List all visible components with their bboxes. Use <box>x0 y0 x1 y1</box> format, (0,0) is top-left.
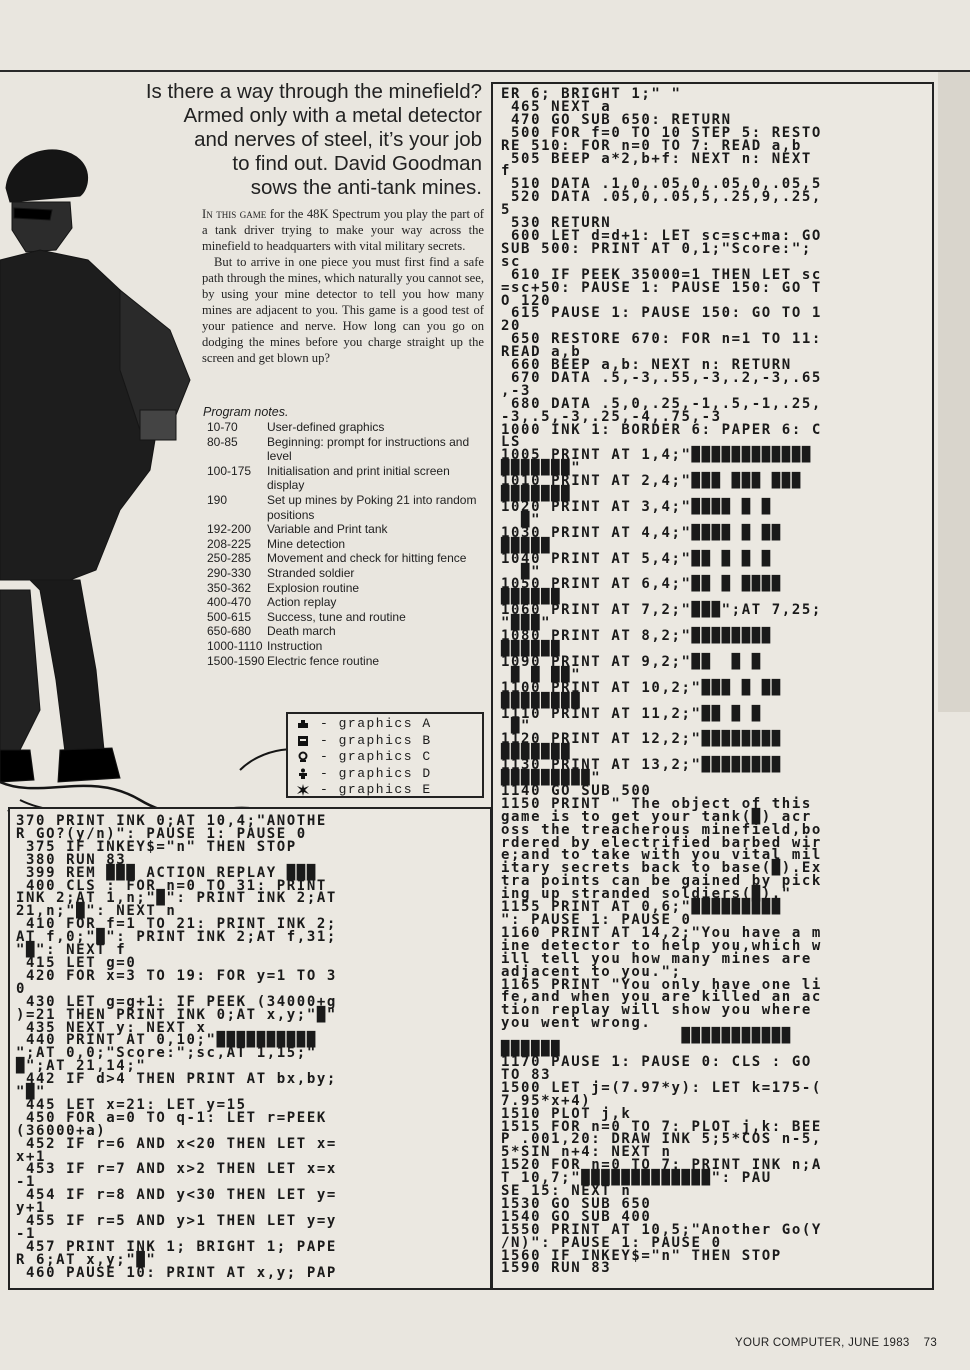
note-row <box>207 551 489 566</box>
note-range: 350-362 <box>207 580 252 595</box>
program-notes-list <box>207 420 489 668</box>
page-number: 73 <box>923 1337 938 1349</box>
program-listing-left <box>8 807 492 1290</box>
note-range: 1000-1110 <box>207 638 263 653</box>
graphics-key-label: - graphics B <box>320 732 432 748</box>
note-row <box>207 654 489 669</box>
note-desc: Movement and check for hitting fence <box>267 551 467 566</box>
magazine-issue: YOUR COMPUTER, JUNE 1983 <box>735 1337 910 1349</box>
note-row <box>207 624 489 639</box>
basic-listing-text: ER 6; BRIGHT 1;" " 465 NEXT a 470 GO SUB 650: RETURN 500 FOR f=0 TO 10 STEP 5: RESTO RE 510: FOR n=0 TO 7: READ a,b 505 BEEP a*2,b+f: NEXT n: NEXT f 510 DATA .1,0,.05,0,.05,0,.05,5 520 DATA .05,0,.05,5,.25,9,.25, 5 530 RETURN 600 LET d=d+1: LET sc=sc+ma: GO SUB 500: PRINT AT 0,1;"Score:"; sc 610 IF PEEK 35000=1 THEN LET sc =sc+50: PAUSE 1: PAUSE 150: GO T O 120 615 PAUSE 1: PAUSE 150: GO TO 1 20 650 RESTORE 670: FOR n=1 TO 11: READ a,b 660 BEEP a,b: NEXT n: RETURN 670 DATA .5,-3,.55,-3,.2,-3,.65 ,-3 680 DATA .5,0,.25,-1,.5,-1,.25, -3,.5,-3,.25,-4,.75,-3 1000 INK 1: BORDER 6: PAPER 6: C LS 1005 PRINT AT 1,4;"████████████ ███████" 1010 PRINT AT 2,4;"███ ███ ███ ███████ 1020 PRINT AT 3,4;"████ █ █ █" 1030 PRINT AT 4,4;"████ █ ██ █████ 1040 PRINT AT 5,4;"██ █ █ █ █" 1050 PRINT AT 6,4;"██ █ ████ ██████ 1060 PRINT AT 7,2;"███";AT 7,25; "███" 1080 PRINT AT 8,2;"████████ ██████ 1090 PRINT AT 9,2;"██ █ █ █ █ ██" 1100 PRINT AT 10,2;"███ █ ██ ████████ 1110 PRINT AT 11,2;"██ █ █ █" 1120 PRINT AT 12,2;"████████ ███████ 1130 PRINT AT 13,2;"████████ █████████" 1140 GO SUB 500 1150 PRINT " The object of this game is to get your tank(█) acr oss the treacherous minefield,bo rdered by electrified barbed wir e;and to take with you vital mil itary secrets back to base(█).Ex tra points can be gained by pick ing up stranded soldiers(█)." 1155 PRINT AT 0,6;"█████████ ": PAUSE 1: PAUSE 0 1160 PRINT AT 14,2;"You have a m ine detector to help you,which w ill tell you how many mines are adjacent to you."; 1165 PRINT "You only have one li fe,and when you are killed an ac tion replay will show you where you went wrong. ███████████ ██████ 1170 PAUSE 1: PAUSE 0: CLS : GO TO 83 1500 LET j=(7.97*y): LET k=175-( 7.95*x+4) 1510 PLOT j,k 1515 FOR n=0 TO 7: PLOT j,k: BEE P .001,20: DRAW INK 5;5*COS n-5, 5*SIN n+4: NEXT n 1520 FOR n=0 TO 7: PRINT INK n;A T 10,7;"█████████████": PAU SE 15: NEXT n 1530 GO SUB 650 1540 GO SUB 400 1550 PRINT AT 10,5;"Another Go(Y /N)": PAUSE 1: PAUSE 0 1560 IF INKEY$="n" THEN STOP 1590 RUN 83 <box>501 86 822 1277</box>
note-range: 190 <box>207 492 228 507</box>
note-row <box>207 420 489 435</box>
note-range: 400-470 <box>207 595 252 610</box>
note-row <box>207 493 489 522</box>
graphics-key-row <box>288 782 482 799</box>
note-row <box>207 581 489 596</box>
standfirst-line: and nerves of steel, it’s your job <box>194 128 482 151</box>
standfirst <box>90 80 482 200</box>
page-footer <box>735 1337 937 1349</box>
note-desc: Instruction <box>267 638 323 653</box>
note-row <box>207 566 489 581</box>
standfirst-line: Is there a way through the minefield? <box>145 80 482 103</box>
note-range: 80-85 <box>207 434 238 449</box>
graphics-key-row <box>288 716 482 733</box>
note-desc: Death march <box>267 624 336 639</box>
paragraph-1 <box>202 206 484 254</box>
note-row <box>207 610 489 625</box>
graphics-key-label: - graphics E <box>320 782 432 797</box>
note-row <box>207 435 489 464</box>
paragraph-1-text: for the 48K Spectrum you play the part of a tank driver trying to make your way across the minefield to headquarters with vital military secrets. <box>202 207 485 253</box>
note-desc: Mine detection <box>267 536 346 551</box>
note-desc: Explosion routine <box>267 580 360 595</box>
note-row <box>207 639 489 654</box>
helmet <box>6 150 88 202</box>
note-range: 650-680 <box>207 624 252 639</box>
note-desc: Action replay <box>267 595 337 610</box>
note-desc: Electric fence routine <box>267 653 380 668</box>
graphics-key-label: - graphics A <box>320 716 432 731</box>
note-desc: Variable and Print tank <box>267 522 388 537</box>
note-range: 208-225 <box>207 536 252 551</box>
adjacent-page-edge <box>938 72 970 712</box>
graphics-key-row <box>288 766 482 783</box>
header-rule <box>0 70 970 72</box>
soldier-glyph-icon <box>296 768 310 780</box>
note-desc: User-defined graphics <box>267 420 385 434</box>
note-range: 500-615 <box>207 609 252 624</box>
boots <box>58 748 120 782</box>
explosion-glyph-icon <box>296 784 310 796</box>
standfirst-line: Armed only with a metal detector <box>183 104 482 127</box>
note-row <box>207 522 489 537</box>
graphics-key-label: - graphics C <box>320 749 432 764</box>
note-desc: Set up mines by Poking 21 into random positions <box>267 492 477 522</box>
graphics-key-label: - graphics D <box>320 765 432 781</box>
note-desc: Success, tune and routine <box>267 609 406 624</box>
tank-glyph-icon <box>296 718 310 730</box>
note-range: 10-70 <box>207 420 238 434</box>
note-range: 192-200 <box>207 522 252 537</box>
article-body <box>202 206 484 366</box>
goggles <box>14 208 52 220</box>
note-range: 250-285 <box>207 551 252 566</box>
block-glyph-icon <box>296 735 310 747</box>
note-desc: Beginning: prompt for instructions and level <box>267 434 470 464</box>
program-listing-right <box>491 82 934 1290</box>
mine-glyph-icon <box>296 751 310 763</box>
legs <box>30 580 104 760</box>
note-desc: Initialisation and print initial screen display <box>267 463 450 493</box>
note-row <box>207 537 489 552</box>
note-row <box>207 464 489 493</box>
program-notes-title: Program notes. <box>203 405 289 419</box>
lead-in: In this game <box>202 207 267 221</box>
standfirst-line: to find out. David Goodman <box>232 152 482 175</box>
standfirst-line: sows the anti-tank mines. <box>250 176 482 199</box>
note-row <box>207 595 489 610</box>
note-range: 290-330 <box>207 565 252 580</box>
note-range: 1500-1590 <box>207 653 265 668</box>
note-range: 100-175 <box>207 463 252 478</box>
graphics-key-row <box>288 749 482 766</box>
graphics-key-row <box>288 733 482 750</box>
note-desc: Stranded soldier <box>267 565 355 580</box>
basic-listing-text: 370 PRINT INK 0;AT 10,4;"ANOTHE R GO?(y/n)": PAUSE 1: PAUSE 0 375 IF INKEY$="n" THEN STOP 380 RUN 83 399 REM ███ ACTION REPLAY ███ 400 CLS : FOR n=0 TO 31: PRINT INK 2;AT 1,n;"█": PRINT INK 2;AT 21,n;"█": NEXT n 410 FOR f=1 TO 21: PRINT INK 2; AT f,0;"█": PRINT INK 2;AT f,31; "█": NEXT f 415 LET g=0 420 FOR x=3 TO 19: FOR y=1 TO 3 0 430 LET g=g+1: IF PEEK (34000+g )=21 THEN PRINT INK 0;AT x,y;"█" 435 NEXT y: NEXT x 440 PRINT AT 0,10;"██████████ ";AT 0,0;"Score:";sc,AT 1,15;" █";AT 21,14;" 442 IF d>4 THEN PRINT AT bx,by; "█" 445 LET x=21: LET y=15 450 FOR a=0 TO q-1: LET r=PEEK (36000+a) 452 IF r=6 AND x<20 THEN LET x= x+1 453 IF r=7 AND x>2 THEN LET x=x -1 454 IF r=8 AND y<30 THEN LET y= y+1 455 IF r=5 AND y>1 THEN LET y=y -1 457 PRINT INK 1; BRIGHT 1; PAPE R 6;AT x,y;"█" 460 PAUSE 10: PRINT AT x,y; PAP <box>16 813 337 1281</box>
paragraph-2: But to arrive in one piece you must first find a safe path through the mines, which naturally you cannot see, by using your mine detector to tell you how many mines are adjacent to you. This game is a good test of your patience and nerve. How long can you go on dodging the mines before you charge straight up the screen and get blown up? <box>202 255 484 365</box>
graphics-key-box <box>286 712 484 798</box>
